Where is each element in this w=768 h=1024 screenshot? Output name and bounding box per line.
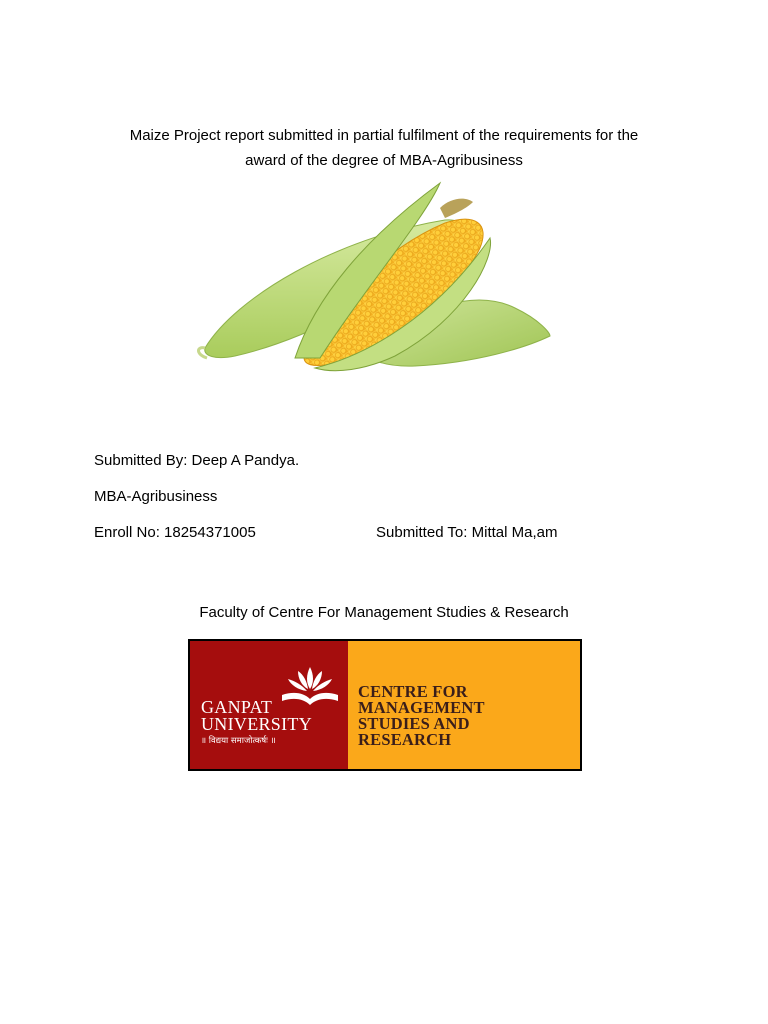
university-name-line-1: GANPAT [201, 697, 273, 717]
enroll-number: 18254371005 [164, 524, 256, 541]
report-title [80, 123, 688, 173]
submitted-to: Submitted To: Mittal Ma,am [376, 524, 558, 541]
university-name-line-2: UNIVERSITY [201, 714, 312, 734]
program-name: MBA-Agribusiness [94, 488, 218, 505]
centre-name-line-3: STUDIES AND [358, 714, 470, 733]
submitted-by: Submitted By: Deep A Pandya. [94, 452, 300, 469]
centre-name-line-4: RESEARCH [358, 730, 452, 749]
enroll-line [94, 523, 256, 543]
logo-left-panel [190, 641, 348, 769]
university-motto: ॥ विद्यया समाजोत्कर्षः ॥ [201, 736, 276, 746]
open-book-emblem-icon [280, 661, 340, 709]
enroll-label: Enroll No: [94, 524, 165, 541]
centre-name-line-2: MANAGEMENT [358, 698, 485, 717]
centre-name-line-1: CENTRE FOR [358, 682, 468, 701]
corn-image [195, 178, 565, 388]
logo-right-panel [348, 641, 580, 769]
report-title-line-2: award of the degree of MBA-Agribusiness [245, 152, 523, 169]
report-title-line-1: Maize Project report submitted in partial fulfilment of the requirements for the [129, 127, 639, 144]
university-logo [188, 639, 582, 771]
faculty-line: Faculty of Centre For Management Studies & Research [199, 604, 569, 621]
